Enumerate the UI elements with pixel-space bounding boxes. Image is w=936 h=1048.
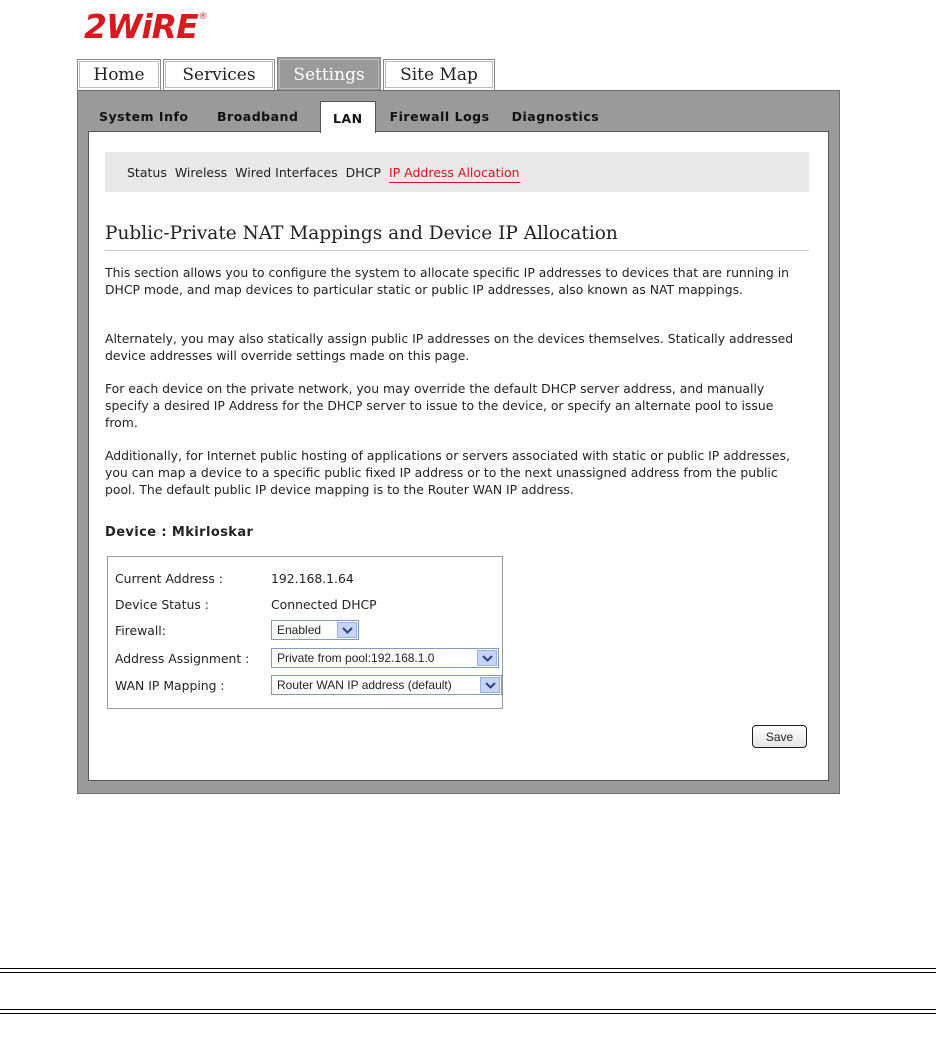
page-title: Public-Private NAT Mappings and Device IP Allocation (105, 223, 809, 251)
settings-panel (77, 90, 840, 794)
wan-ip-mapping-label: WAN IP Mapping : (115, 677, 225, 693)
crumb-wireless[interactable]: Wireless (174, 164, 228, 180)
alternate-paragraph: Alternately, you may also statically assign public IP addresses on the devices themselves. Statically addressed device addresses will override settings made on this page. (105, 331, 794, 363)
logo-text: 2WiRE (84, 7, 198, 46)
wan-ip-mapping-value: Router WAN IP address (default) (277, 678, 452, 692)
device-status-label: Device Status : (115, 596, 209, 612)
wan-ip-mapping-select[interactable] (271, 675, 502, 695)
device-heading: Device : Mkirloskar (105, 525, 254, 540)
divider-top-2 (0, 972, 936, 973)
override-paragraph: For each device on the private network, you may override the default DHCP server address, and manually specify a desired IP Address for the DHCP server to issue to the device, or specify an alternate pool to issue from. (105, 381, 774, 430)
device-settings-box (107, 556, 503, 709)
hosting-paragraph: Additionally, for Internet public hosting of applications or servers associated with static or public IP addresses, you can map a device to a specific public fixed IP address or to the next unassigned address from the public pool. The default public IP device mapping is to the Router WAN IP address. (105, 448, 790, 497)
section-nav (105, 152, 809, 192)
chevron-down-icon[interactable] (477, 650, 497, 666)
sub-nav (88, 101, 829, 131)
firewall-label: Firewall: (115, 622, 166, 638)
device-status-value: Connected DHCP (271, 596, 377, 612)
current-address-value: 192.168.1.64 (271, 570, 354, 586)
chevron-down-icon[interactable] (480, 677, 500, 693)
top-nav (77, 57, 497, 91)
brand-logo (84, 7, 208, 46)
crumb-status[interactable]: Status (127, 164, 167, 180)
crumb-wired-interfaces[interactable]: Wired Interfaces (235, 164, 338, 180)
tab-site-map[interactable]: Site Map (383, 59, 495, 90)
tab-settings[interactable]: Settings (277, 57, 381, 91)
current-address-row (115, 567, 354, 589)
logo-registered-mark: ® (198, 12, 208, 22)
subtab-diagnostics[interactable]: Diagnostics (511, 109, 600, 124)
subtab-lan[interactable]: LAN (320, 101, 376, 133)
tab-home[interactable]: Home (77, 59, 161, 90)
wan-ip-mapping-row (115, 674, 502, 696)
divider-bottom-1 (0, 1009, 936, 1010)
subtab-logs[interactable]: Logs (454, 109, 490, 124)
address-assignment-select[interactable] (271, 648, 499, 668)
chevron-down-icon[interactable] (337, 622, 357, 638)
divider-bottom-2 (0, 1013, 936, 1014)
crumb-ip-address-allocation[interactable]: IP Address Allocation (389, 165, 520, 183)
current-address-label: Current Address : (115, 570, 223, 586)
save-button[interactable]: Save (752, 725, 807, 748)
firewall-select-value: Enabled (277, 623, 322, 637)
content-area (88, 131, 829, 781)
address-assignment-row (115, 647, 499, 669)
device-status-row (115, 593, 377, 615)
divider-top-1 (0, 968, 936, 969)
subtab-system-info[interactable]: System Info (99, 109, 189, 124)
firewall-row (115, 619, 359, 641)
subtab-broadband[interactable]: Broadband (217, 109, 299, 124)
address-assignment-value: Private from pool:192.168.1.0 (277, 651, 435, 665)
crumb-dhcp[interactable]: DHCP (345, 164, 381, 180)
tab-services[interactable]: Services (163, 59, 275, 90)
firewall-select[interactable] (271, 620, 359, 640)
intro-paragraph: This section allows you to configure the system to allocate specific IP addresses to devices that are running in DHCP mode, and map devices to particular static or public IP addresses, also known as NAT mappings. (105, 265, 790, 297)
address-assignment-label: Address Assignment : (115, 650, 250, 666)
subtab-firewall[interactable]: Firewall (389, 109, 450, 124)
